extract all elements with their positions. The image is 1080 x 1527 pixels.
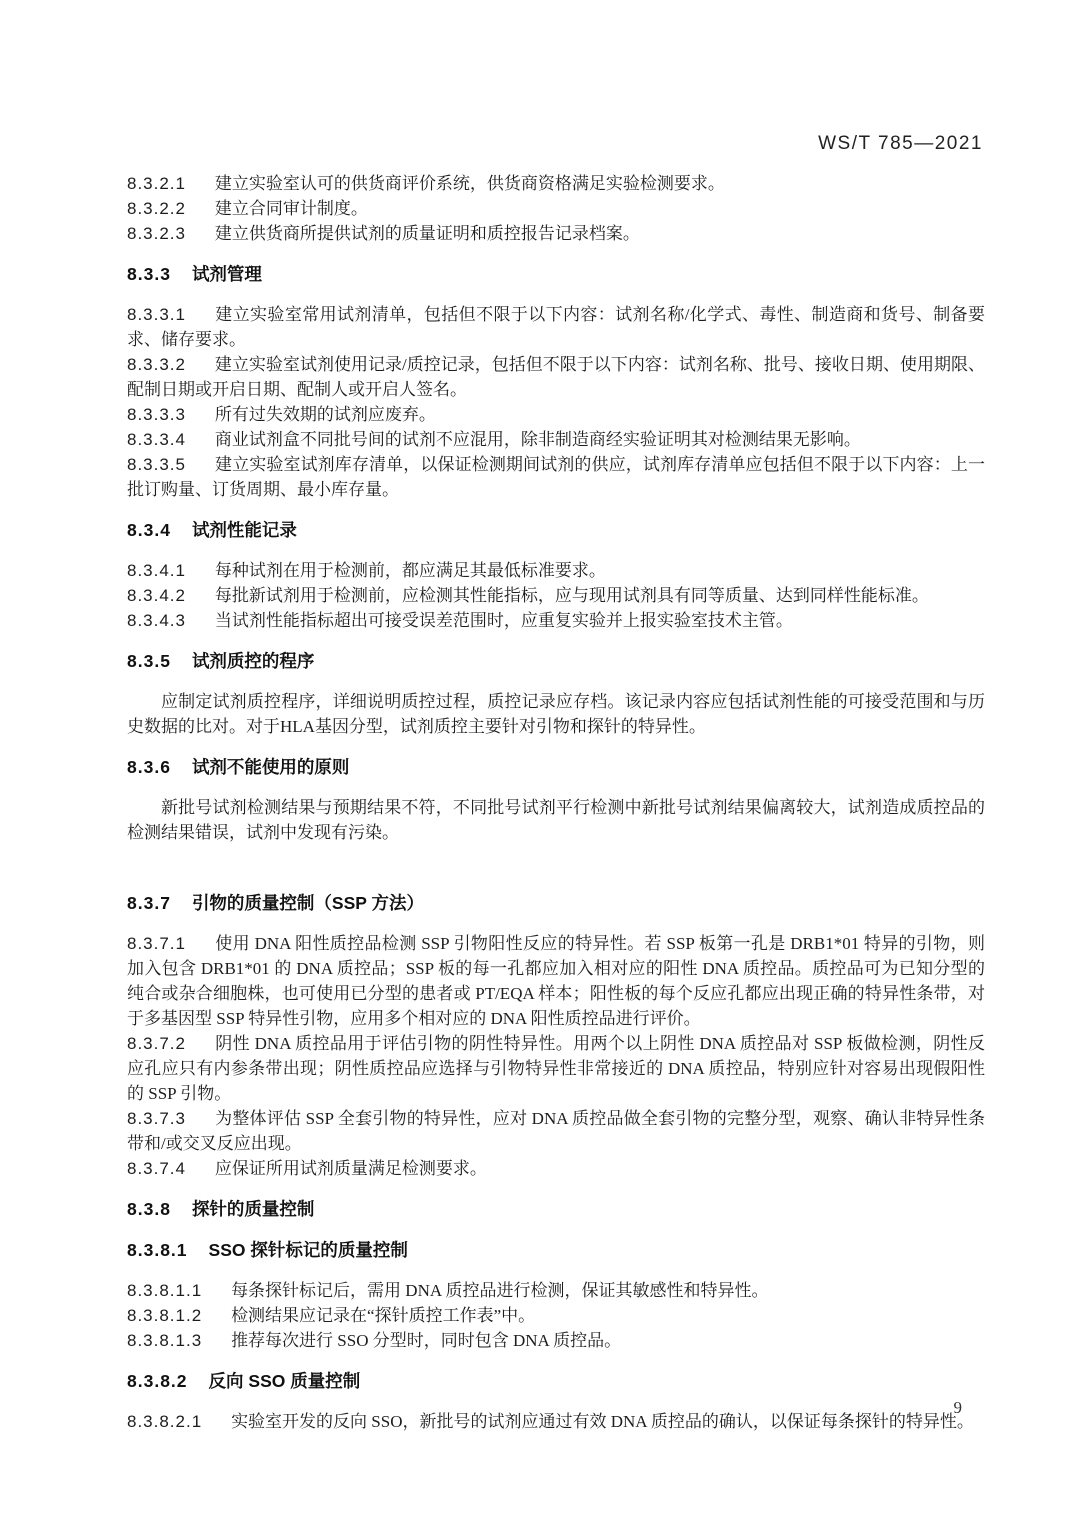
clause-number: 8.3.2.3 — [127, 224, 186, 243]
clause-8-3-7-2 — [127, 1031, 985, 1106]
page-number: 9 — [953, 1398, 962, 1417]
clause-8-3-8-1-1 — [127, 1278, 985, 1303]
heading-number: 8.3.7 — [127, 893, 171, 913]
clause-text: 建立实验室认可的供货商评价系统，供货商资格满足实验检测要求。 — [214, 174, 725, 193]
clause-text: 建立实验室常用试剂清单，包括但不限于以下内容：试剂名称/化学式、毒性、制造商和货号、制备要求、储存要求。 — [127, 305, 985, 349]
clause-8-3-3-3 — [127, 402, 985, 427]
clause-number: 8.3.3.3 — [127, 405, 186, 424]
page-body — [127, 171, 985, 1434]
clause-number: 8.3.7.3 — [127, 1109, 186, 1128]
clause-text: 建立实验室试剂使用记录/质控记录，包括但不限于以下内容：试剂名称、批号、接收日期、使用期限、配制日期或开启日期、配制人或开启人签名。 — [127, 355, 985, 399]
clause-number: 8.3.8.2.1 — [127, 1412, 203, 1431]
clause-8-3-7-4 — [127, 1156, 985, 1181]
clause-8-3-7-1 — [127, 931, 985, 1031]
clause-text: 推荐每次进行 SSO 分型时，同时包含 DNA 质控品。 — [231, 1331, 622, 1350]
heading-number: 8.3.3 — [127, 264, 171, 284]
clause-text: 实验室开发的反向 SSO，新批号的试剂应通过有效 DNA 质控品的确认，以保证每条探针的特异性。 — [231, 1412, 974, 1431]
doc-number-header: WS/T 785—2021 — [818, 133, 983, 154]
heading-8-3-8-1 — [127, 1238, 985, 1263]
heading-text: 试剂管理 — [191, 264, 262, 284]
paragraph-8-3-5: 应制定试剂质控程序，详细说明质控过程，质控记录应存档。该记录内容应包括试剂性能的可接受范围和与历史数据的比对。对于HLA基因分型，试剂质控主要针对引物和探针的特异性。 — [127, 692, 985, 736]
heading-number: 8.3.6 — [127, 757, 171, 777]
clause-8-3-4-1 — [127, 558, 985, 583]
clause-number: 8.3.3.2 — [127, 355, 186, 374]
clause-8-3-3-5 — [127, 452, 985, 502]
heading-number: 8.3.8.2 — [127, 1371, 188, 1391]
heading-text: 探针的质量控制 — [191, 1199, 315, 1219]
paragraph-8-3-6: 新批号试剂检测结果与预期结果不符，不同批号试剂平行检测中新批号试剂结果偏离较大，试剂造成质控品的检测结果错误，试剂中发现有污染。 — [127, 798, 985, 842]
clause-8-3-2-1 — [127, 171, 985, 196]
clause-text: 为整体评估 SSP 全套引物的特异性，应对 DNA 质控品做全套引物的完整分型，观察、确认非特异性条带和/或交叉反应出现。 — [127, 1109, 985, 1153]
clause-number: 8.3.7.2 — [127, 1034, 186, 1053]
clause-8-3-2-2 — [127, 196, 985, 221]
heading-text: 引物的质量控制（SSP 方法） — [191, 893, 424, 913]
clause-text: 检测结果应记录在“探针质控工作表”中。 — [231, 1306, 536, 1325]
clause-number: 8.3.2.1 — [127, 174, 186, 193]
heading-text: 试剂不能使用的原则 — [191, 757, 350, 777]
clause-text: 每批新试剂用于检测前，应检测其性能指标，应与现用试剂具有同等质量、达到同样性能标准。 — [214, 586, 929, 605]
clause-number: 8.3.8.1.1 — [127, 1281, 203, 1300]
clause-number: 8.3.8.1.3 — [127, 1331, 203, 1350]
clause-8-3-2-3 — [127, 221, 985, 246]
heading-8-3-8 — [127, 1197, 985, 1222]
clause-number: 8.3.7.1 — [127, 934, 186, 953]
clause-text: 使用 DNA 阳性质控品检测 SSP 引物阳性反应的特异性。若 SSP 板第一孔是 DRB1*01 特异的引物，则加入包含 DRB1*01 的 DNA 质控品；SSP 板的每一孔都应加入相对应的阳性 DNA 质控品。质控品可为已知分型的纯合或杂合细胞株，也可使用已分型的患者或 PT/EQA 样本；阳性板的每个反应孔都应出现正确的特异性条带，对于多基因型 SSP 特异性引物，应用多个相对应的 DNA 阳性质控品进行评价。 — [127, 934, 985, 1028]
clause-8-3-3-2 — [127, 352, 985, 402]
clause-text: 每条探针标记后，需用 DNA 质控品进行检测，保证其敏感性和特异性。 — [231, 1281, 769, 1300]
heading-number: 8.3.5 — [127, 651, 171, 671]
clause-number: 8.3.7.4 — [127, 1159, 186, 1178]
clause-8-3-3-1 — [127, 302, 985, 352]
clause-text: 建立实验室试剂库存清单，以保证检测期间试剂的供应，试剂库存清单应包括但不限于以下内容：上一批订购量、订货周期、最小库存量。 — [127, 455, 985, 499]
heading-8-3-4 — [127, 518, 985, 543]
clause-8-3-4-2 — [127, 583, 985, 608]
heading-8-3-6 — [127, 755, 985, 780]
heading-8-3-5 — [127, 649, 985, 674]
clause-number: 8.3.3.4 — [127, 430, 186, 449]
clause-text: 应保证所用试剂质量满足检测要求。 — [214, 1159, 487, 1178]
heading-text: SSO 探针标记的质量控制 — [208, 1240, 408, 1260]
heading-number: 8.3.8.1 — [127, 1240, 188, 1260]
heading-text: 试剂性能记录 — [191, 520, 297, 540]
clause-number: 8.3.8.1.2 — [127, 1306, 203, 1325]
clause-text: 建立合同审计制度。 — [214, 199, 368, 218]
heading-8-3-3 — [127, 262, 985, 287]
clause-text: 阴性 DNA 质控品用于评估引物的阴性特异性。用两个以上阴性 DNA 质控品对 SSP 板做检测，阴性反应孔应只有内参条带出现；阴性质控品应选择与引物特异性非常接近的 DNA 质控品，特别应针对容易出现假阳性的 SSP 引物。 — [127, 1034, 985, 1103]
clause-text: 当试剂性能指标超出可接受误差范围时，应重复实验并上报实验室技术主管。 — [214, 611, 793, 630]
clause-text: 每种试剂在用于检测前，都应满足其最低标准要求。 — [214, 561, 606, 580]
heading-text: 试剂质控的程序 — [191, 651, 315, 671]
clause-text: 所有过失效期的试剂应废弃。 — [214, 405, 436, 424]
clause-text: 建立供货商所提供试剂的质量证明和质控报告记录档案。 — [214, 224, 640, 243]
heading-text: 反向 SSO 质量控制 — [208, 1371, 361, 1391]
clause-number: 8.3.3.1 — [127, 305, 186, 324]
clause-number: 8.3.4.1 — [127, 561, 186, 580]
clause-number: 8.3.4.3 — [127, 611, 186, 630]
heading-8-3-7 — [127, 891, 985, 916]
clause-number: 8.3.3.5 — [127, 455, 186, 474]
heading-number: 8.3.8 — [127, 1199, 171, 1219]
clause-8-3-4-3 — [127, 608, 985, 633]
clause-number: 8.3.2.2 — [127, 199, 186, 218]
clause-8-3-8-1-3 — [127, 1328, 985, 1353]
clause-8-3-8-1-2 — [127, 1303, 985, 1328]
heading-8-3-8-2 — [127, 1369, 985, 1394]
heading-number: 8.3.4 — [127, 520, 171, 540]
clause-number: 8.3.4.2 — [127, 586, 186, 605]
clause-text: 商业试剂盒不同批号间的试剂不应混用，除非制造商经实验证明其对检测结果无影响。 — [214, 430, 861, 449]
clause-8-3-7-3 — [127, 1106, 985, 1156]
clause-8-3-3-4 — [127, 427, 985, 452]
clause-8-3-8-2-1 — [127, 1409, 985, 1434]
